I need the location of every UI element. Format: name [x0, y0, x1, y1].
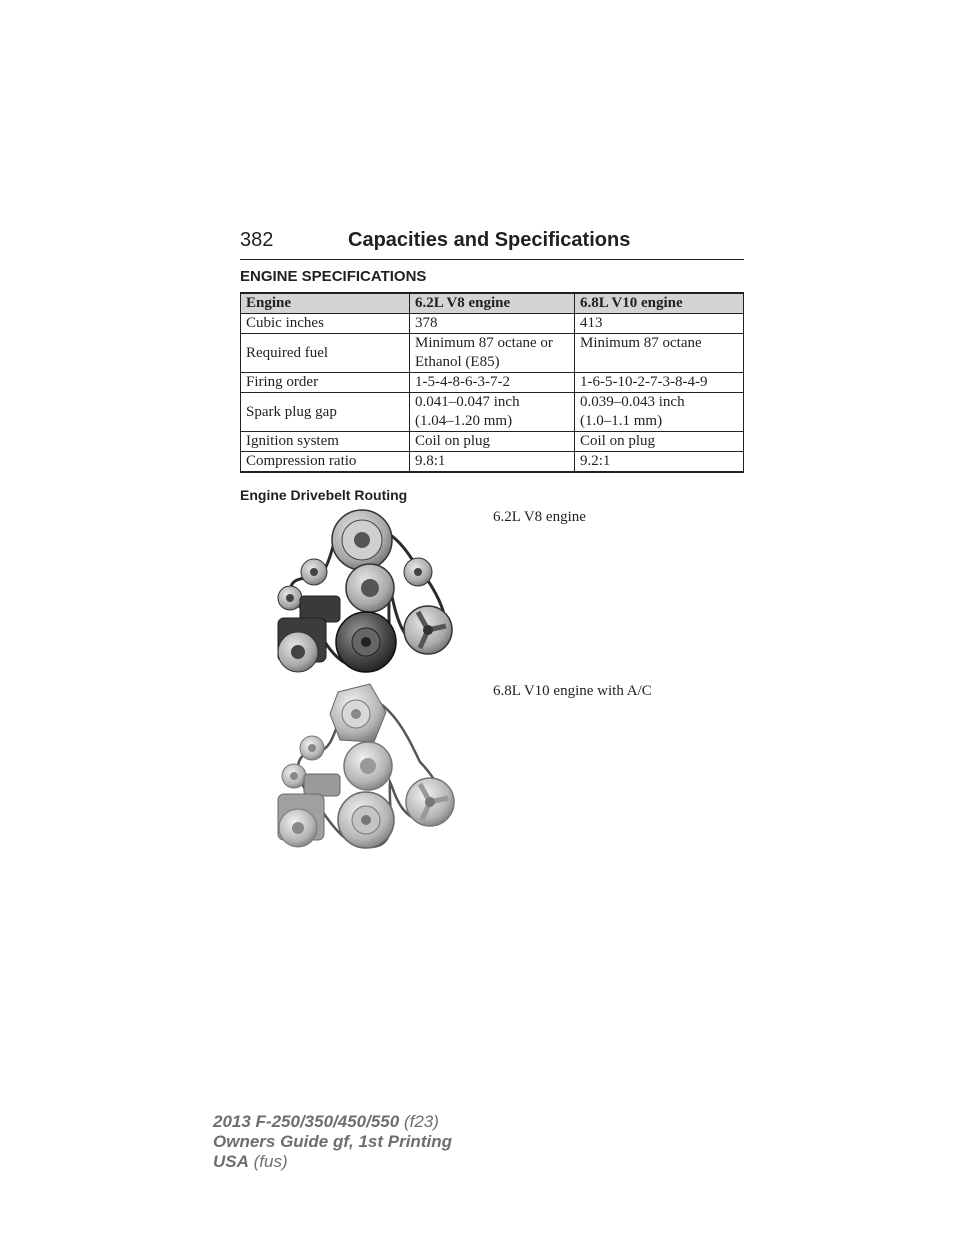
- water-pump-pulley: [361, 579, 379, 597]
- table-row: [241, 314, 744, 334]
- row-label: Ignition system: [241, 432, 410, 452]
- cell-line: 1-6-5-10-2-7-3-8-4-9: [580, 374, 708, 390]
- page-footer: [213, 1112, 452, 1172]
- engine-spec-table: [240, 292, 744, 473]
- crankshaft-pulley: [336, 612, 396, 672]
- tensioner-arm: [304, 774, 340, 796]
- footer-line: [213, 1152, 452, 1172]
- section-heading: ENGINE SPECIFICATIONS: [240, 268, 427, 285]
- table-row: [241, 373, 744, 393]
- chapter-title: Capacities and Specifications: [348, 229, 631, 251]
- cell-line: Minimum 87 octane or: [415, 335, 553, 351]
- alternator-pulley: [332, 510, 392, 570]
- footer-model: 2013 F-250/350/450/550: [213, 1112, 400, 1131]
- cell-v10: [575, 334, 744, 373]
- drivebelt-subheading: Engine Drivebelt Routing: [240, 487, 408, 503]
- drivebelt-diagram-v8: [270, 508, 460, 678]
- cell-v10: [575, 452, 744, 473]
- cell-v8: [410, 393, 575, 432]
- drivebelt-diagram-v10: [270, 682, 460, 852]
- ac-compressor: [278, 794, 324, 847]
- footer-guide: Owners Guide gf, 1st Printing: [213, 1132, 452, 1151]
- row-label: Compression ratio: [241, 452, 410, 473]
- diagram-caption-v10: 6.8L V10 engine with A/C: [493, 683, 652, 699]
- footer-line: [213, 1112, 452, 1132]
- column-header-v8: 6.2L V8 engine: [410, 293, 575, 314]
- diagram-caption-v8: 6.2L V8 engine: [493, 509, 586, 525]
- footer-code: (fus): [253, 1152, 288, 1171]
- tensioner-pulley: [290, 772, 298, 780]
- ac-compressor: [278, 618, 326, 672]
- table-header-row: [241, 293, 744, 314]
- cell-line: Coil on plug: [415, 433, 491, 449]
- fan-pulley: [406, 778, 454, 826]
- cell-line: Minimum 87 octane: [580, 335, 702, 351]
- row-label: Firing order: [241, 373, 410, 393]
- cell-v8: [410, 432, 575, 452]
- cell-line: (1.04–1.20 mm): [415, 413, 513, 429]
- footer-line: [213, 1132, 452, 1152]
- cell-line: 0.039–0.043 inch: [580, 394, 685, 410]
- alternator-pulley: [330, 684, 386, 742]
- cell-line: Coil on plug: [580, 433, 656, 449]
- table-row: [241, 452, 744, 473]
- cell-line: (1.0–1.1 mm): [580, 413, 663, 429]
- cell-line: 0.041–0.047 inch: [415, 394, 520, 410]
- cell-v10: [575, 393, 744, 432]
- cell-v10: [575, 314, 744, 334]
- table-row: [241, 393, 744, 432]
- cell-line: Ethanol (E85): [415, 354, 500, 370]
- page-number: 382: [240, 229, 274, 251]
- row-label: Spark plug gap: [241, 393, 410, 432]
- column-header-engine: Engine: [241, 293, 410, 314]
- idler-pulley: [414, 568, 422, 576]
- crankshaft-pulley: [338, 792, 394, 848]
- fan-pulley: [404, 606, 452, 654]
- tensioner-pulley: [286, 594, 294, 602]
- cell-v10: [575, 432, 744, 452]
- cell-line: 413: [580, 315, 603, 331]
- cell-v8: [410, 334, 575, 373]
- page-header: [240, 229, 744, 260]
- cell-v10: [575, 373, 744, 393]
- cell-line: 1-5-4-8-6-3-7-2: [415, 374, 510, 390]
- idler-pulley: [310, 568, 318, 576]
- water-pump-pulley: [360, 758, 376, 774]
- row-label: Cubic inches: [241, 314, 410, 334]
- table-row: [241, 334, 744, 373]
- cell-v8: [410, 373, 575, 393]
- column-header-v10: 6.8L V10 engine: [575, 293, 744, 314]
- cell-line: 378: [415, 315, 438, 331]
- cell-line: 9.2:1: [580, 453, 611, 469]
- cell-line: 9.8:1: [415, 453, 446, 469]
- footer-code: (f23): [403, 1112, 439, 1131]
- cell-v8: [410, 314, 575, 334]
- idler-pulley: [308, 744, 316, 752]
- row-label: Required fuel: [241, 334, 410, 373]
- cell-v8: [410, 452, 575, 473]
- footer-region: USA: [213, 1152, 249, 1171]
- table-row: [241, 432, 744, 452]
